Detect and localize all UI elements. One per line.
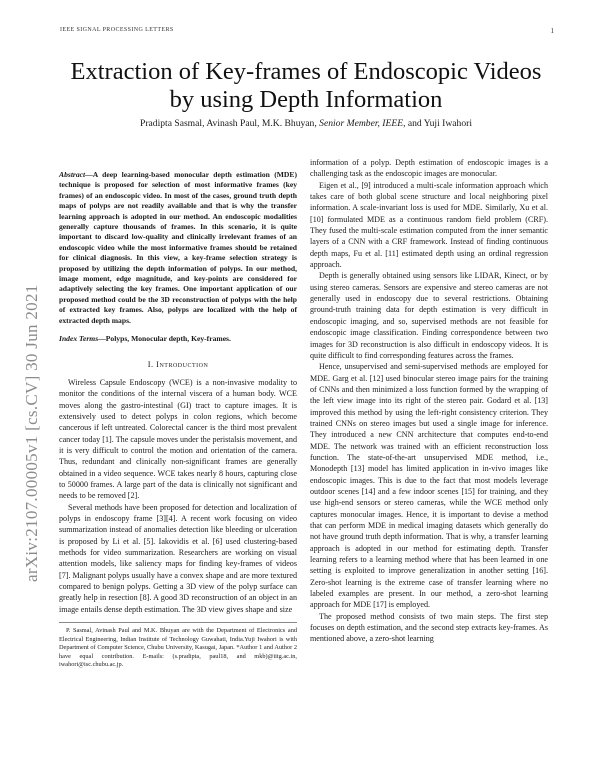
paragraph: Hence, unsupervised and semi-supervised methods are employed for MDE. Garg et al. [12] used binocular stereo image pairs for the training of CNNs and then minimized a loss function formed by the wrapping of the left view image into its right of the stereo pair. Godard et al. [13] improved this method by using the left-right consistency criterion. They trained CNNs on stereo images but used a single image for inference. They introduced a new CNN architecture that computes end-to-end MDE. The network was trained with an efficient reconstruction loss function. The state-of-the-art unsupervised MDE method, i.e., Monodepth [13] model has limited application in in-vivo images like endoscopic images. This is due to the fact that most models leverage outdoor scenes [14] and a few indoor scenes [15] for training, and they use high-end sensors or stereo cameras, while the WCE method only captures monocular images. Hence, it is important to devise a method that can perform MDE in medical imaging datasets which generally do not have ground truth depth information. That is why, a transfer learning approach is adopted in our method for estimating depth. Transfer learning refers to a learning method where that has been learned in one setting is exploited to improve generalization in another setting [16]. Zero-shot learning is the extreme case of transfer learning where no labeled examples are present. In our method, a zero-shot learning approach for MDE [17] is employed. bbox=[310, 362, 548, 610]
paragraph: information of a polyp. Depth estimation of endoscopic images is a challenging task as the endoscopic images are monocular. bbox=[310, 158, 548, 179]
author-names: Pradipta Sasmal, Avinash Paul, M.K. Bhuyan, bbox=[139, 118, 320, 129]
index-terms-text: —Polyps, Monocular depth, Key-frames. bbox=[98, 334, 231, 344]
section-heading-introduction: I. Introduction bbox=[147, 359, 209, 369]
paragraph: Depth is generally obtained using sensors like LIDAR, Kinect, or by using stereo cameras. Sensors are expensive and stereo cameras are not generally used in endoscopy due to several restrictions. Obtaining ground-truth training data for depth estimation is very difficult in endoscopic imaging, and so, supervised methods are not feasible for endoscopic image classification. Finding correspondence between two images for 3D reconstruction is also difficult in endoscopy videos. It is quite difficult to find corresponding features across the frames. bbox=[310, 271, 548, 360]
author-footnote: P. Sasmal, Avinash Paul and M.K. Bhuyan are with the Department of Electronics and Electrical Engineering, Indian Institute of Technology Guwahati, India.Yuji Iwahori is with Department of Computer Science, Chubu University, Kasugai, Japan. *Author 1 and Author 2 have equal contribution. E-mails: (s.pradipta, paul18, and mkb)@iitg.ac.in, iwahori@isc.chubu.ac.jp. bbox=[59, 622, 297, 670]
author-names-tail: , and Yuji Iwahori bbox=[403, 118, 472, 129]
paragraph: Eigen et al., [9] introduced a multi-scale information approach which takes care of both global scene structure and local neighboring pixel information. A scale-invariant loss is used for MDE. Similarly, Xu et al. [10] formulated MDE as a continuous random field problem (CRF). They fused the multi-scale estimation computed from the inner semantic layers of a CNN with a CRF framework. Instead of finding continuous depth maps, Fu et al. [11] estimated depth using an ordinal regression approach. bbox=[310, 180, 548, 270]
author-membership: Senior Member, IEEE bbox=[319, 118, 404, 129]
index-terms-label: Index Terms bbox=[59, 334, 99, 344]
paragraph: The proposed method consists of two main steps. The first step focuses on depth estimation, and the second step extracts key-frames. As mentioned above, a zero-shot learning bbox=[310, 611, 548, 644]
abstract bbox=[59, 170, 297, 326]
journal-running-head: IEEE SIGNAL PROCESSING LETTERS bbox=[60, 27, 174, 33]
page-number: 1 bbox=[550, 27, 554, 35]
arxiv-identifier: arXiv:2107.00005v1 [cs.CV] 30 Jun 2021 bbox=[22, 284, 41, 582]
index-terms bbox=[59, 334, 297, 344]
author-list bbox=[60, 118, 552, 129]
abstract-label: Abstract bbox=[59, 170, 86, 179]
abstract-text: —A deep learning-based monocular depth estimation (MDE) technique is proposed for selection of most informative frames (key frames) of an endoscopic video. In most of the cases, ground truth depth maps of polyps are not readily available and that is why the transfer learning approach is adopted in our method. An endoscopic modalities generally capture thousands of frames. In this scenario, it is quite important to discard low-quality and clinically irrelevant frames of an endoscopic video while the most informative frames should be retained for clinical diagnosis. In this view, a key-frame selection strategy is proposed by utilizing the depth information of polyps. In our method, image moment, edge magnitude, and key-points are considered for adaptively selecting the key frames. One important application of our proposed method could be the 3D reconstruction of polyps with the help of extracted key frames. Also, polyps are localized with the help of extracted depth maps. bbox=[59, 170, 297, 325]
paragraph: Wireless Capsule Endoscopy (WCE) is a non-invasive modality to monitor the conditions of the internal viscera of a human body. WCE moves along the gastro-intestinal (GI) tract to capture images. It is extensively used to detect polyps in colon regions, which become cancerous if left untreated. Colorectal cancer is the third most prevalent cancer today [1]. The capsule moves under the peristalsis movement, and it is very difficult to control the motion and orientation of the camera. Thus, redundant and clinically non-significant frames are generally obtained in a video sequence. WCE takes nearly 8 hours, capturing close to 50000 frames. A large part of the data is clinically not significant and needs to be removed [2]. bbox=[59, 377, 297, 501]
paper-title: Extraction of Key-frames of Endoscopic Videos by using Depth Information bbox=[70, 58, 542, 113]
right-column bbox=[310, 157, 548, 645]
left-column bbox=[59, 170, 297, 670]
paragraph: Several methods have been proposed for detection and localization of polyps in endoscopy frame [3][4]. A recent work focusing on video summarization instead of anomalies detection like bleeding or ulceration is proposed by Li et al. [5]. Iakovidis et al. [6] used clustering-based methods for video summarization. Researchers are working on visual attention models, like saliency maps for finding key-frames of videos [7]. Malignant polyps usually have a convex shape and are more textured compared to benign polyps. Getting a 3D view of the polyp surface can greatly help in resection [8]. A good 3D reconstruction of an object in an image entails dense depth estimation. The 3D view gives shape and size bbox=[59, 502, 297, 614]
